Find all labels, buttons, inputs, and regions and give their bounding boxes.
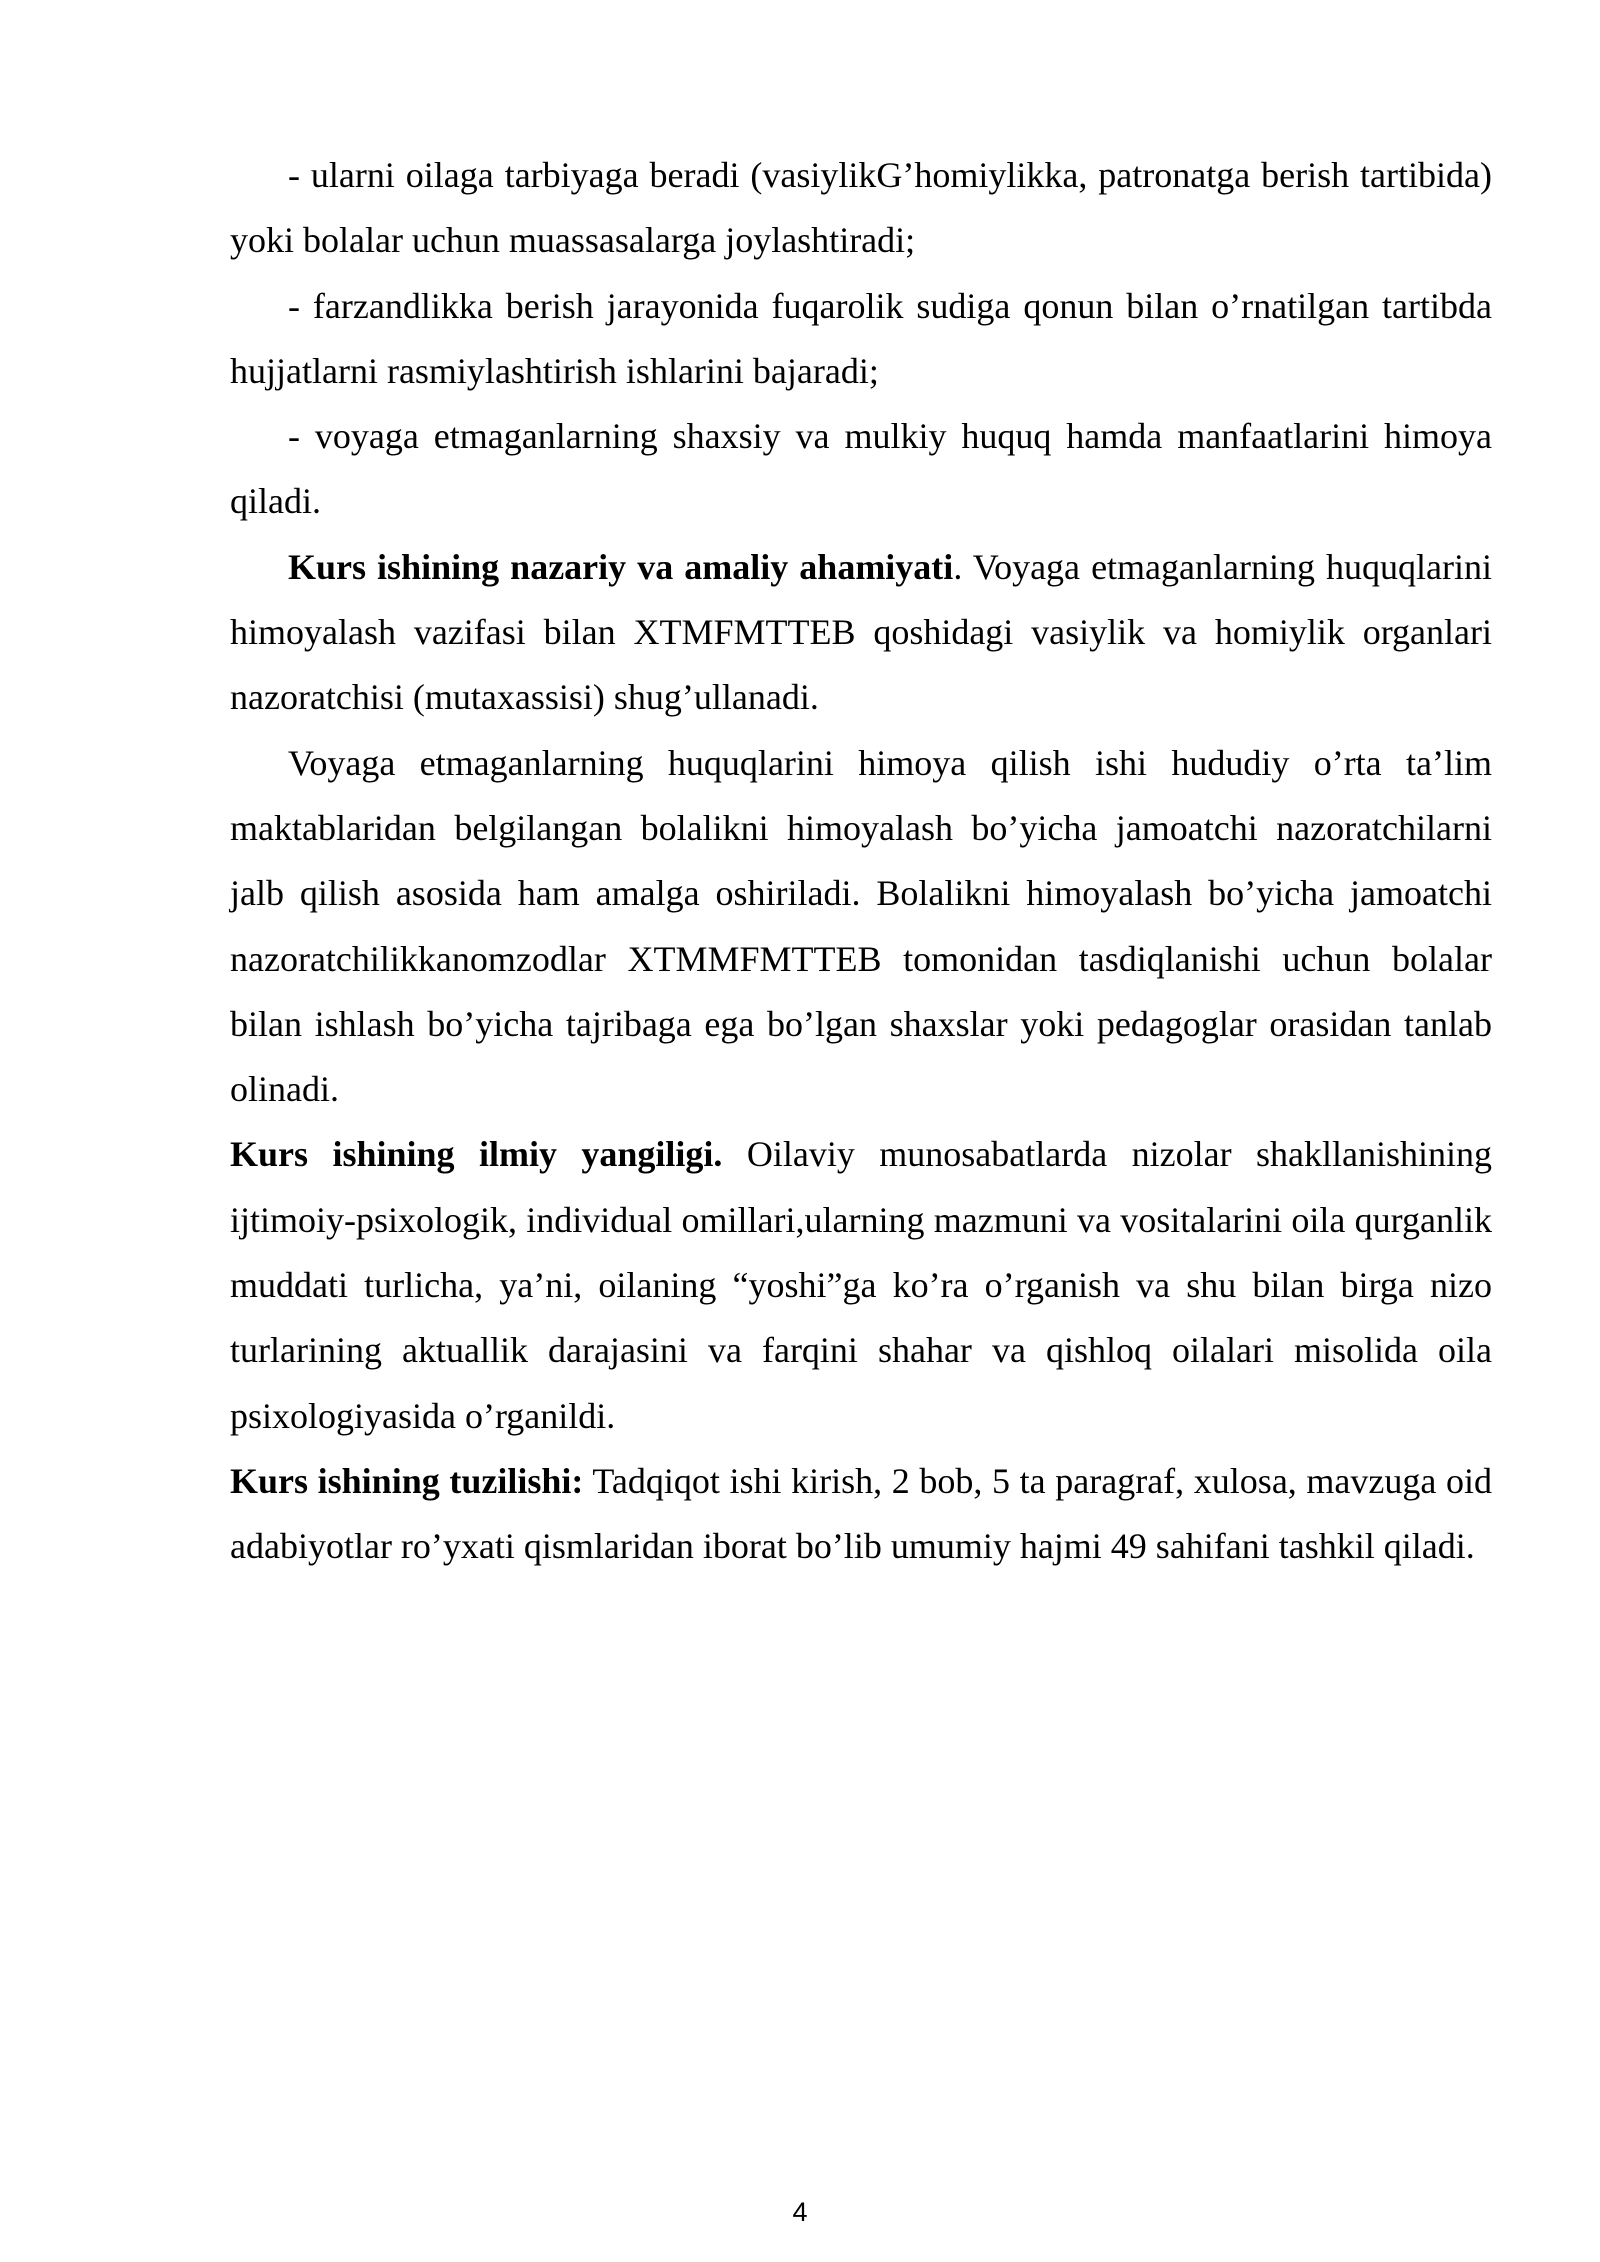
paragraph-structure bbox=[230, 1449, 1492, 1580]
paragraph-text: . Voyaga etmaganlarning huquqlarini himoyalash vazifasi bilan XTMFMTTEB qoshidagi vasiylik va homiylik organlari nazoratchisi (mutaxassisi) shug’ullanadi. bbox=[230, 546, 1492, 718]
bullet-paragraph-placement bbox=[230, 143, 1492, 274]
paragraph-text: Tadqiqot ishi kirish, 2 bob, 5 ta paragraf, xulosa, mavzuga oid adabiyotlar ro’yxati qismlaridan iborat bo’lib umumiy hajmi 49 sahifani tashkil qiladi. bbox=[230, 1460, 1493, 1567]
paragraph-text: - farzandlikka berish jarayonida fuqarolik sudiga qonun bilan o’rnatilgan tartibda hujjatlarni rasmiylashtirish ishlarini bajaradi; bbox=[230, 285, 1492, 391]
paragraph-rights-protection bbox=[230, 731, 1492, 1123]
page-number: 4 bbox=[792, 2197, 808, 2227]
paragraph-heading: Kurs ishining tuzilishi: bbox=[230, 1460, 584, 1501]
bullet-paragraph-adoption bbox=[230, 274, 1492, 405]
paragraph-scientific-novelty bbox=[230, 1122, 1492, 1448]
bullet-paragraph-protection bbox=[230, 404, 1492, 535]
paragraph-heading: Kurs ishining nazariy va amaliy ahamiyati bbox=[288, 546, 954, 587]
paragraph-heading: Kurs ishining ilmiy yangiligi. bbox=[230, 1134, 723, 1175]
paragraph-text: Oilaviy munosabatlarda nizolar shakllanishining ijtimoiy-psixologik, individual omillari,ularning mazmuni va vositalarini oila qurganlik muddati turlicha, ya’ni, oilaning “yoshi”ga ko’ra o’rganish va shu bilan birga nizo turlarining aktuallik darajasini va farqini shahar va qishloq oilalari misolida oila psixologiyasida o’rganildi. bbox=[230, 1134, 1492, 1436]
paragraph-text: - voyaga etmaganlarning shaxsiy va mulkiy huquq hamda manfaatlarini himoya qiladi. bbox=[230, 416, 1492, 522]
document-body bbox=[230, 143, 1492, 1580]
paragraph-text: Voyaga etmaganlarning huquqlarini himoya qilish ishi hududiy o’rta ta’lim maktablaridan belgilangan bolalikni himoyalash bo’yicha jamoatchi nazoratchilarni jalb qilish asosida ham amalga oshiriladi. Bolalikni himoyalash bo’yicha jamoatchi nazoratchilikkanomzodlar XTMMFMTTEB tomonidan tasdiqlanishi uchun bolalar bilan ishlash bo’yicha tajribaga ega bo’lgan shaxslar yoki pedagoglar orasidan tanlab olinadi. bbox=[230, 742, 1492, 1110]
paragraph-text: - ularni oilaga tarbiyaga beradi (vasiylikG’homiylikka, patronatga berish tartibida) yoki bolalar uchun muassasalarga joylashtiradi; bbox=[230, 155, 1492, 261]
paragraph-theoretical-significance bbox=[230, 535, 1492, 731]
